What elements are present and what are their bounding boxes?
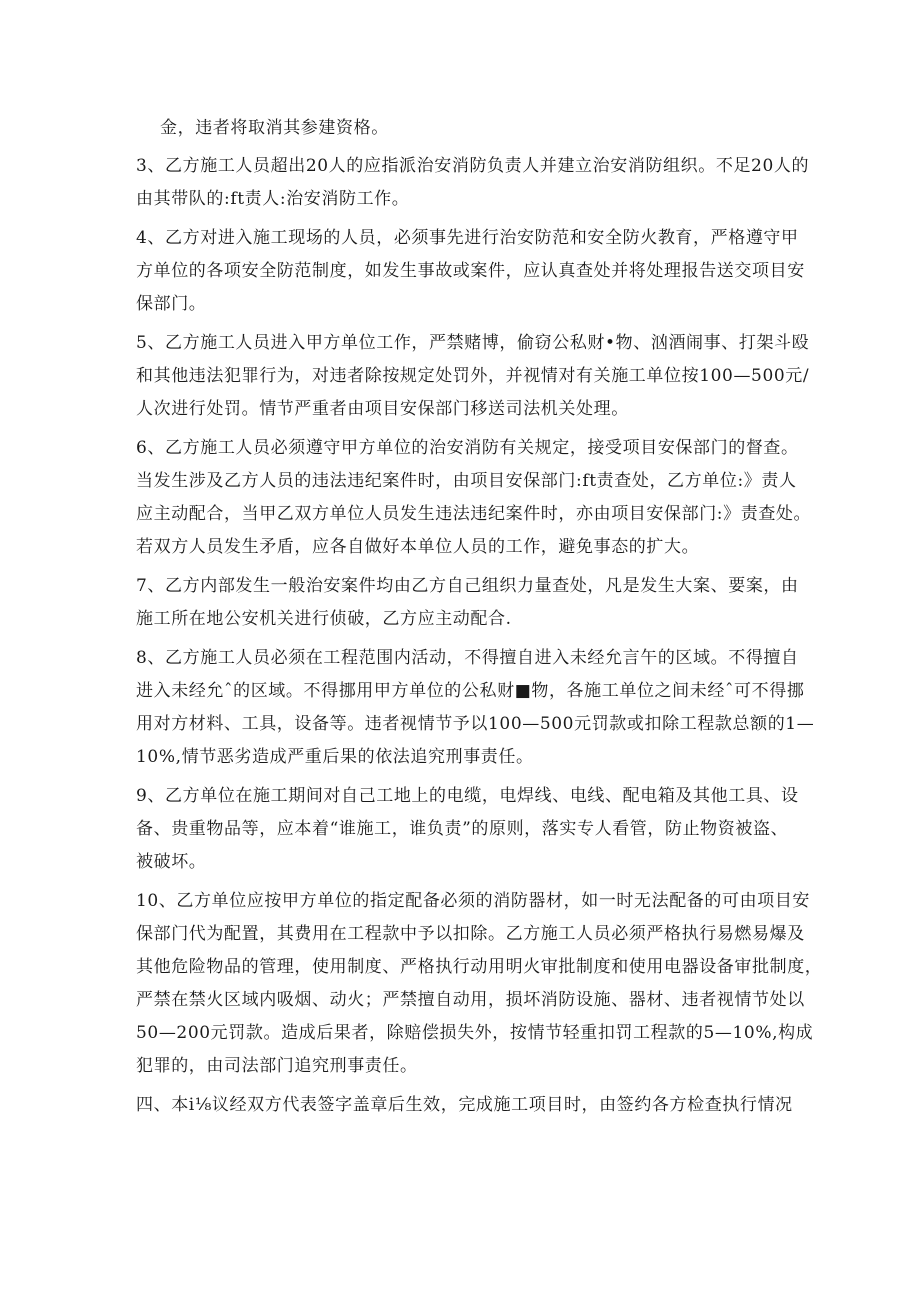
text-line: 10、乙方单位应按甲方单位的指定配备必须的消防器材，如一时无法配备的可由项目安 [136,891,811,911]
text-line: 8、乙方施工人员必须在工程范围内活动，不得擅自进入未经允言午的区域。不得擅自 [136,648,799,668]
text-line: 保部门代为配置，其费用在工程款中予以扣除。乙方施工人员必须严格执行易燃易爆及 [136,924,805,944]
text-line: 应主动配合，当甲乙双方单位人员发生违法违纪案件时，亦由项目安保部门:》责查处。 [136,504,812,524]
text-line: 4、乙方对进入施工现场的人员，必须事先进行治安防范和安全防火教育，严格遵守甲 [136,228,799,248]
text-line: 犯罪的，由司法部门追究刑事责任。 [136,1056,418,1076]
text-line: 用对方材料、工具，设备等。违者视情节予以100—500元罚款或扣除工程款总额的1— [136,714,815,734]
text-line: 进入未经允ˆ的区域。不得挪用甲方单位的公私财■物，各施工单位之间未经ˆ可不得挪 [136,681,805,701]
text-line: 10%,情节恶劣造成严重后果的依法追究刑事责任。 [136,747,534,767]
text-line: 被破坏。 [136,852,207,872]
text-line: 金，违者将取消其参建资格。 [160,118,389,138]
text-line: 9、乙方单位在施工期间对自己工地上的电缆，电焊线、电线、配电箱及其他工具、设 [136,786,799,806]
text-line: 6、乙方施工人员必须遵守甲方单位的治安消防有关规定，接受项目安保部门的督查。 [136,438,799,458]
text-line: 50—200元罚款。造成后果者，除赔偿损失外，按情节轻重扣罚工程款的5—10%,构成 [136,1023,814,1043]
text-line: 其他危险物品的管理，使用制度、严格执行动用明火审批制度和使用电器设备审批制度， [136,957,823,977]
text-line: 若双方人员发生矛盾，应各自做好本单位人员的工作，避免事态的扩大。 [136,537,700,557]
text-line: 3、乙方施工人员超出20人的应指派治安消防负责人并建立治安消防组织。不足20人的 [136,156,810,176]
text-line: 人次进行处罚。情节严重者由项目安保部门移送司法机关处理。 [136,399,629,419]
text-line: 7、乙方内部发生一般治安案件均由乙方自己组织力量查处，凡是发生大案、要案，由 [136,576,799,596]
text-line: 保部门。 [136,294,207,314]
text-line: 备、贵重物品等，应本着“谁施工，谁负责”的原则，落实专人看管，防止物资被盗、 [136,819,789,839]
text-line: 方单位的各项安全防范制度，如发生事故或案件，应认真查处并将处理报告送交项目安 [136,261,805,281]
text-line: 四、本i⅛议经双方代表签字盖章后生效，完成施工项目时，由签约各方检查执行情况 [136,1095,793,1115]
text-line: 5、乙方施工人员进入甲方单位工作，严禁赌博，偷窃公私财•物、汹酒闹事、打架斗殴 [136,333,810,353]
text-line: 严禁在禁火区域内吸烟、动火；严禁擅自动用，损坏消防设施、器材、违者视情节处以 [136,990,805,1010]
text-line: 由其带队的:ft责人:治安消防工作。 [136,189,410,209]
text-line: 当发生涉及乙方人员的违法违纪案件时，由项目安保部门:ft责查处，乙方单位:》责人 [136,471,797,491]
text-line: 和其他违法犯罪行为，对违者除按规定处罚外，并视情对有关施工单位按100—500元/ [136,366,810,386]
text-line: 施工所在地公安机关进行侦破，乙方应主动配合. [136,609,512,629]
